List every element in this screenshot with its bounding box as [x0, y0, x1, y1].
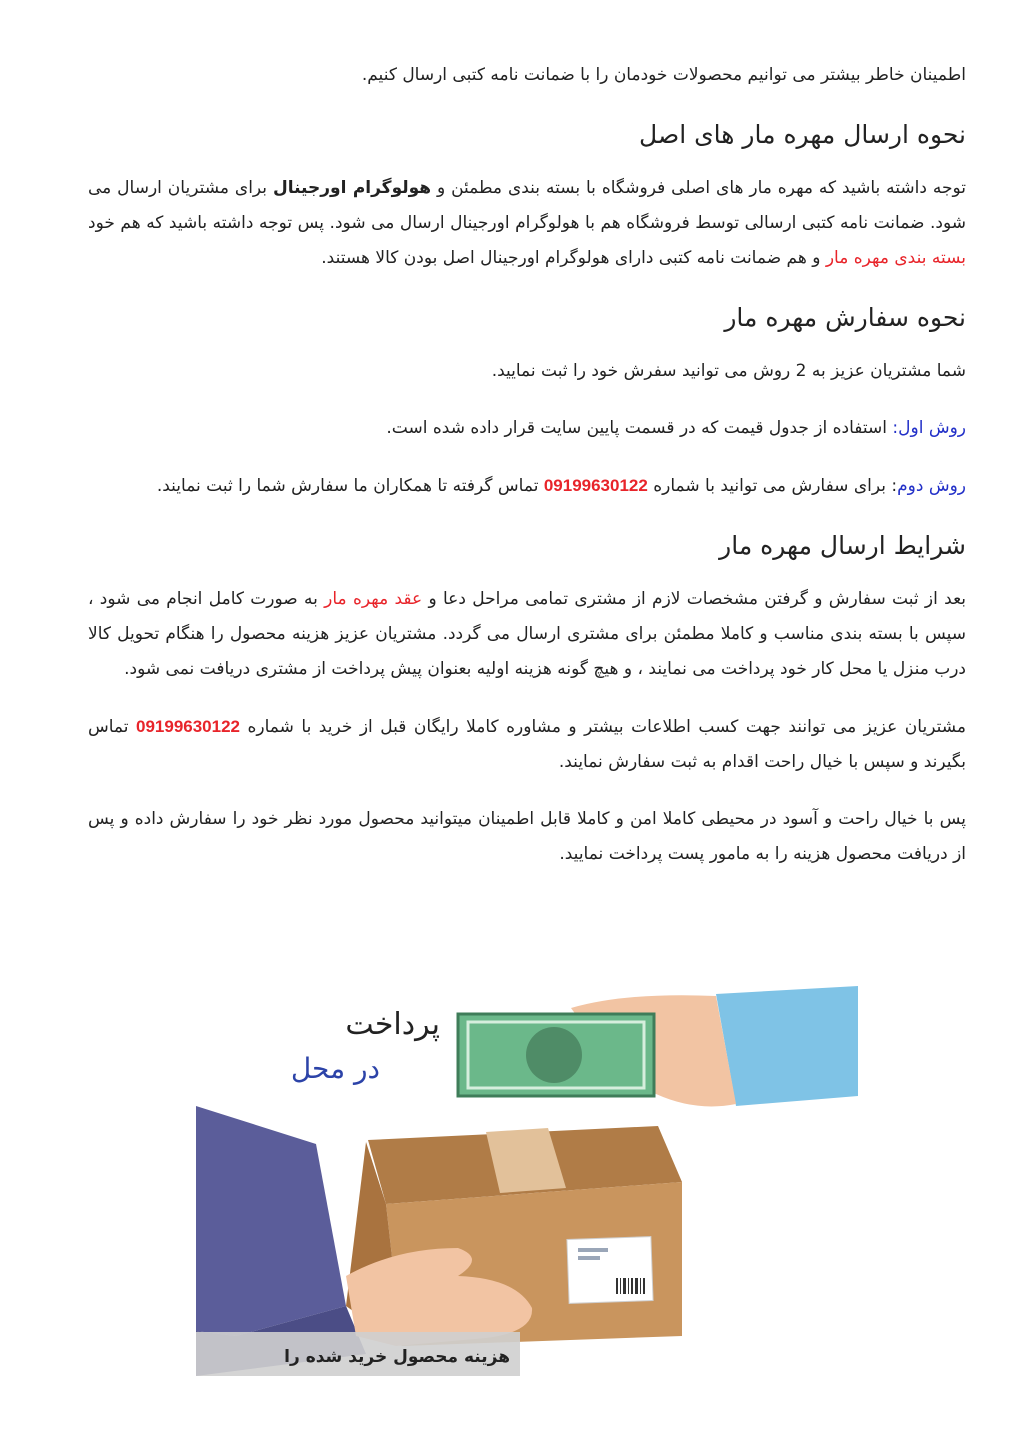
ordering-intro-paragraph: شما مشتریان عزیز به 2 روش می توانید سفرش خود را ثبت نمایید. — [491, 361, 966, 381]
shipping-paragraph: توجه داشته باشید که مهره مار های اصلی فروشگاه با بسته بندی مطمئن و هولوگرام اورجینال برای مشتریان ارسال می شود. ضمانت نامه کتبی ارسالی توسط فروشگاه هم با هولوگرام اورجینال ارسال می شود. پس توجه داشته باشید که هم خود بسته بندی مهره مار و هم ضمانت نامه کتبی دارای هولوگرام اورجینال اصل بودن کالا هستند. — [88, 178, 966, 268]
snake-stone-contract-link[interactable]: عقد مهره مار — [324, 589, 423, 609]
intro-paragraph: اطمینان خاطر بیشتر می توانیم محصولات خودمان را با ضمانت نامه کتبی ارسال کنیم. — [361, 65, 966, 85]
section-heading-shipping: نحوه ارسال مهره مار های اصل — [639, 120, 966, 149]
cash-on-delivery-illustration — [196, 986, 858, 1376]
section-heading-ordering: نحوه سفارش مهره مار — [724, 303, 966, 332]
illustration-subtitle: در محل — [290, 1052, 380, 1085]
banknote — [458, 1014, 654, 1096]
caption-text: هزینه محصول خرید شده را — [284, 1347, 510, 1367]
packaging-link[interactable]: بسته بندی مهره مار — [825, 248, 966, 268]
phone-number[interactable]: 09199630122 — [543, 476, 648, 495]
conditions-paragraph-2: مشتریان عزیز می توانند جهت کسب اطلاعات بیشتر و مشاوره کاملا رایگان قبل از خرید با شماره 09199630122 تماس بگیرند و سپس با خیال راحت اقدام به ثبت سفارش نمایند. — [88, 717, 966, 772]
giver-sleeve — [716, 986, 858, 1106]
hologram-bold-text: هولوگرام اورجینال — [272, 178, 432, 198]
method-one-label: روش اول: — [892, 418, 966, 438]
illustration-title: پرداخت — [345, 1007, 440, 1042]
method-two-label: روش دوم — [897, 476, 966, 496]
article-body — [88, 58, 966, 894]
conditions-paragraph-3: پس با خیال راحت و آسود در محیطی کاملا امن و کاملا قابل اطمینان میتوانید محصول مورد نظر خود را سفارش داده و پس از دریافت محصول هزینه را به مامور پست پرداخت نمایید. — [88, 809, 966, 864]
method-one-paragraph: روش اول: استفاده از جدول قیمت که در قسمت پایین سایت قرار داده شده است. — [386, 418, 966, 438]
conditions-paragraph-1: بعد از ثبت سفارش و گرفتن مشخصات لازم از مشتری تمامی مراحل دعا و عقد مهره مار به صورت کامل انجام می شود ، سپس با بسته بندی مناسب و کاملا مطمئن برای مشتری ارسال می گردد. مشتریان عزیز هزینه محصول را هنگام تحویل کالا درب منزل یا محل کار خود پرداخت می نمایند ، و هیچ گونه هزینه اولیه بعنوان پیش پرداخت از مشتری دریافت نمی شود. — [88, 589, 967, 679]
section-heading-conditions: شرایط ارسال مهره مار — [719, 531, 966, 560]
method-two-paragraph: روش دوم: برای سفارش می توانید با شماره 09199630122 تماس گرفته تا همکاران ما سفارش شما را ثبت نمایند. — [156, 476, 966, 496]
phone-number[interactable]: 09199630122 — [136, 717, 241, 736]
